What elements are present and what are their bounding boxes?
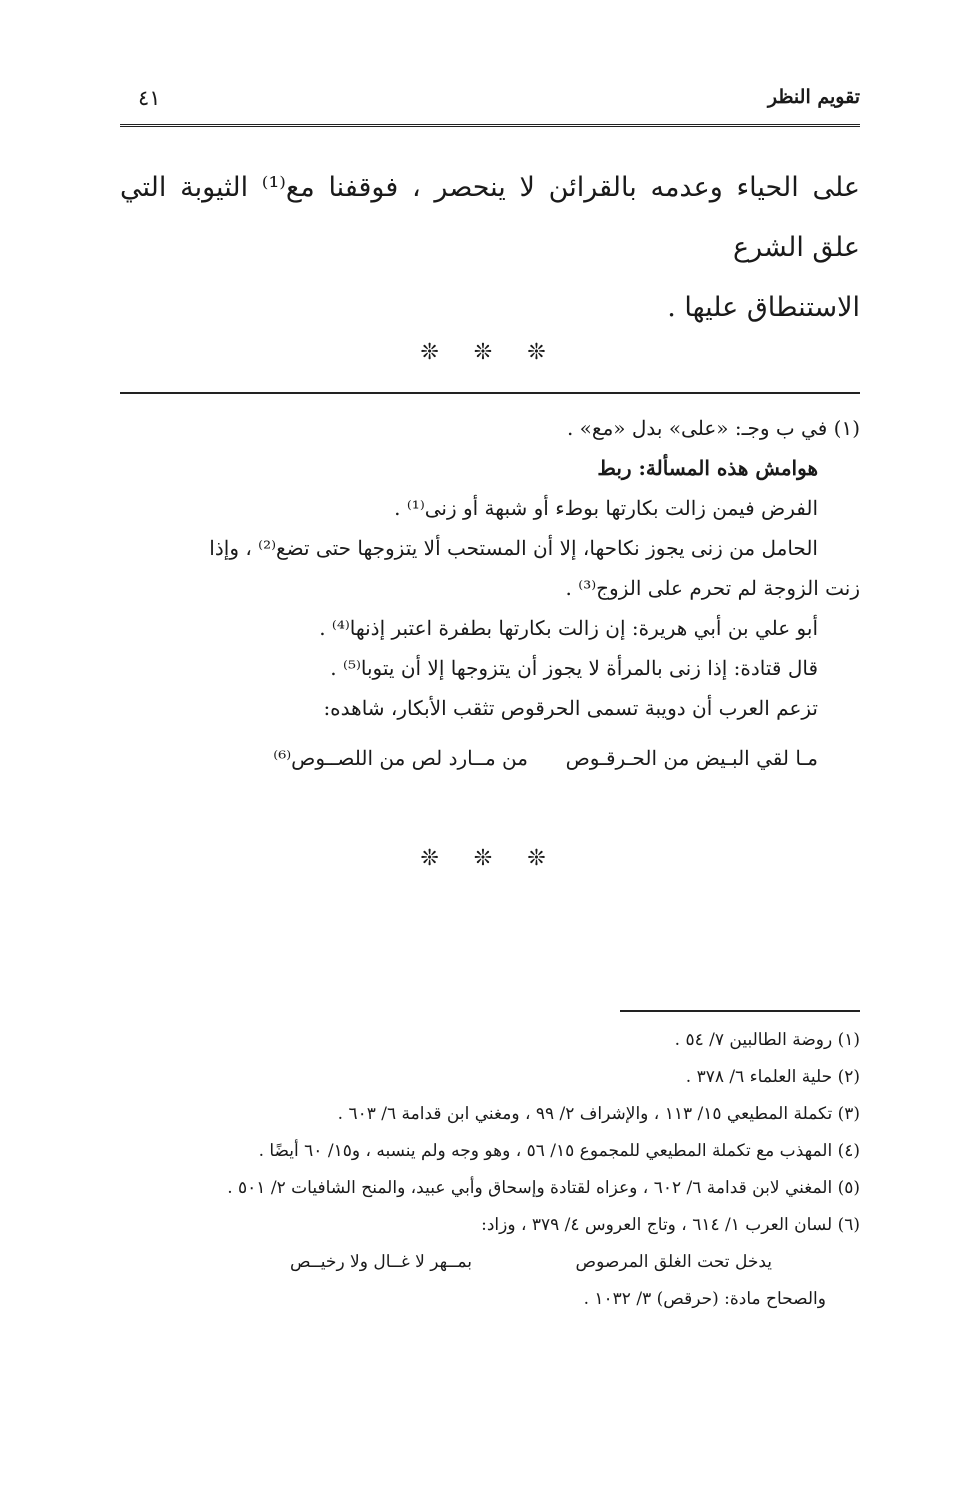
note-line-5: أبو علي بن أبي هريرة: إن زالت بكارتها بطفرة اعتبر إذنها⁽⁴⁾ . [319, 616, 818, 640]
main-line-1: على الحياء وعدمه بالقرائن لا ينحصر ، فوقفنا مع⁽¹⁾ الثيوبة التي علق الشرع [120, 172, 860, 263]
running-title: تقويم النظر [767, 86, 860, 108]
footnotes [120, 1022, 860, 1318]
separator-stars-top: ❊ ❊ ❊ [420, 340, 560, 365]
verse-hemistich-2: من مــارد لص من اللصــوص⁽⁶⁾ [273, 746, 528, 770]
note-line-1: (١) في ب وجـ: «على» بدل «مع» . [566, 416, 860, 440]
footnote-3: (٣) تكملة المطيعي ١٥/ ١١٣ ، والإشراف ٢/ ٩٩ ، ومغني ابن قدامة ٦/ ٦٠٣ . [337, 1104, 860, 1124]
footnote-verse [120, 1244, 860, 1281]
note-line-6: قال قتادة: إذا زنى بالمرأة لا يجوز أن يتزوجها إلا أن يتوبا⁽⁵⁾ . [330, 656, 818, 680]
notes-rule [120, 392, 860, 394]
footnote-5: (٥) المغني لابن قدامة ٦/ ٦٠٢ ، وعزاه لقتادة وإسحاق وأبي عبيد، والمنح الشافيات ٢/ ٥٠١ . [227, 1178, 860, 1198]
verse-hemistich-1: مـا لقي البـيض من الحـرقـوص [565, 746, 818, 770]
main-line-2: الاستنطاق عليها . [667, 292, 860, 323]
note-line-4: زنت الزوجة لم تحرم على الزوج⁽³⁾ . [565, 576, 860, 600]
footnote-verse-hemistich-2: بمــهر لا غــال ولا رخيــص [290, 1252, 472, 1272]
footnote-4: (٤) المهذب مع تكملة المطيعي للمجموع ١٥/ ٥٦ ، وهو وجه ولم ينسبه ، و١٥/ ٦٠ أيضًا . [258, 1141, 860, 1161]
note-line-3: الحامل من زنى يجوز نكاحها، إلا أن المستحب ألا يتزوجها حتى تضع⁽²⁾ ، وإذا [209, 536, 818, 560]
notes-heading: هوامش هذه المسألة: ربط [597, 456, 818, 480]
footnote-6: (٦) لسان العرب ١/ ٦١٤ ، وتاج العروس ٤/ ٣٧٩ ، وزاد: [481, 1215, 860, 1235]
footnote-rule [620, 1010, 860, 1012]
page-number: ٤١ [138, 86, 161, 110]
note-line-2: الفرض فيمن زالت بكارتها بوطء أو شبهة أو زنى⁽¹⁾ . [394, 496, 818, 520]
separator-stars-bottom: ❊ ❊ ❊ [420, 846, 560, 871]
footnote-2: (٢) حلية العلماء ٦/ ٣٧٨ . [685, 1067, 860, 1087]
header-rule [120, 124, 860, 131]
note-line-7: تزعم العرب أن دويبة تسمى الحرقوص تثقب الأبكار، شاهده: [323, 696, 818, 720]
main-text [120, 158, 860, 338]
footnote-6-continuation: والصحاح مادة: (حرقص) ٣/ ١٠٣٢ . [583, 1289, 826, 1309]
margin-notes [120, 408, 860, 778]
footnote-verse-hemistich-1: يدخل تحت الغلق المرصوص [575, 1252, 772, 1272]
page-header [120, 86, 860, 120]
poetry-verse [120, 738, 860, 778]
footnote-1: (١) روضة الطالبين ٧/ ٥٤ . [674, 1030, 860, 1050]
